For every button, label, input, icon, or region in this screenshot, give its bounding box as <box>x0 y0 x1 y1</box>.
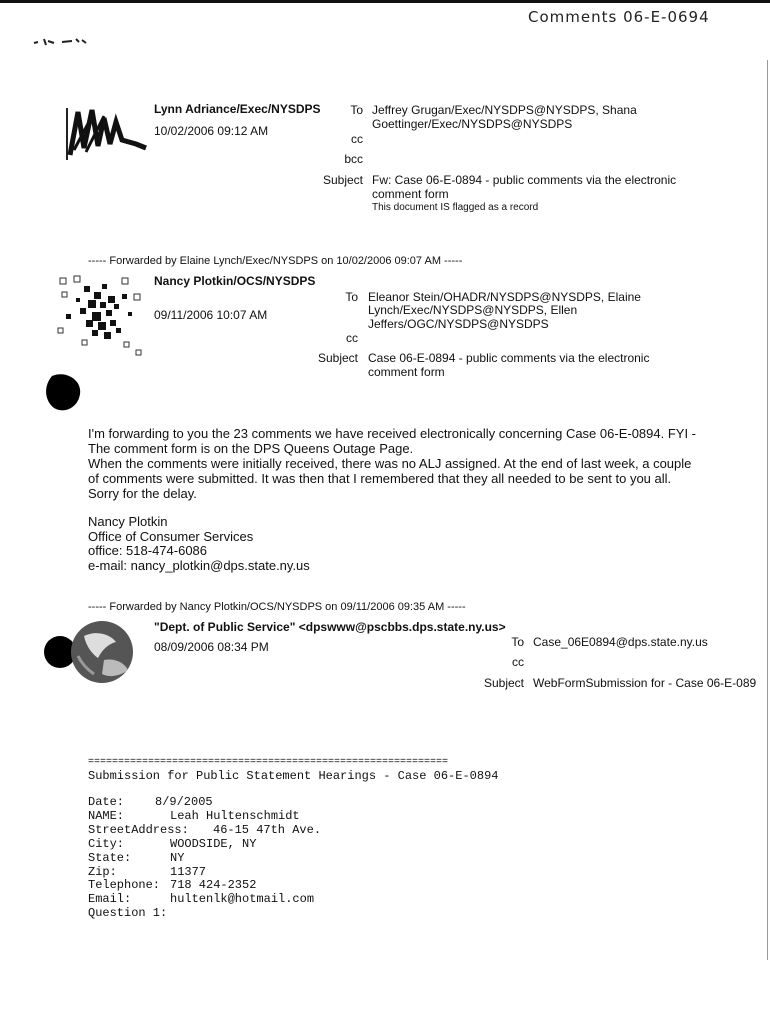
msg3-cc-label: cc <box>512 655 524 669</box>
msg2-subject-label: Subject <box>317 351 358 365</box>
msg1-subject-line1: Fw: Case 06-E-0894 - public comments via the electronic <box>372 173 677 187</box>
form-email-label: Email: <box>88 892 132 906</box>
msg1-bcc-label: bcc <box>344 152 363 166</box>
msg2-to-label: To <box>345 290 358 304</box>
msg1-to-label: To <box>350 103 363 117</box>
form-date-label: Date: <box>88 795 125 809</box>
scribble-mark <box>32 34 102 48</box>
msg1-to-line1: Jeffrey Grugan/Exec/NYSDPS@NYSDPS, Shana <box>372 103 637 117</box>
form-zip-label: Zip: <box>88 865 117 879</box>
msg2-cc-label: cc <box>346 331 358 345</box>
forward-line-2: ----- Forwarded by Nancy Plotkin/OCS/NYSDPS on 09/11/2006 09:35 AM ----- <box>88 601 466 613</box>
msg2-to-line2: Lynch/Exec/NYSDPS@NYSDPS, Ellen <box>368 303 578 317</box>
msg2-to-line1: Eleanor Stein/OHADR/NYSDPS@NYSDPS, Elaine <box>368 290 641 304</box>
form-name-label: NAME: <box>88 809 125 823</box>
signature-office: Office of Consumer Services <box>88 529 254 544</box>
msg3-subject: WebFormSubmission for - Case 06-E-089 <box>533 676 757 690</box>
body-line-3: When the comments were initially received, there was no ALJ assigned. At the end of last week, a couple <box>88 456 692 471</box>
forward-line-1: ----- Forwarded by Elaine Lynch/Exec/NYSDPS on 10/02/2006 09:07 AM ----- <box>88 255 463 267</box>
msg3-subject-label: Subject <box>483 676 524 690</box>
ink-blot <box>42 370 86 414</box>
msg2-to-line3: Jeffers/OGC/NYSDPS@NYSDPS <box>368 317 549 331</box>
msg3-date: 08/09/2006 08:34 PM <box>154 640 269 654</box>
pixel-avatar <box>52 272 152 358</box>
form-zip: 11377 <box>170 865 207 879</box>
msg1-subject-label: Subject <box>322 173 363 187</box>
msg3-from: "Dept. of Public Service" <dpswww@pscbbs.dps.state.ny.us> <box>154 620 506 634</box>
msg1-to-line2: Goettinger/Exec/NYSDPS@NYSDPS <box>372 117 573 131</box>
msg3-to-label: To <box>511 635 524 649</box>
globe-avatar <box>44 620 142 684</box>
form-phone-label: Telephone: <box>88 878 161 892</box>
msg2-subject-line2: comment form <box>368 365 445 379</box>
msg3-to: Case_06E0894@dps.state.ny.us <box>533 635 708 649</box>
form-question-label: Question 1: <box>88 906 168 920</box>
msg2-from: Nancy Plotkin/OCS/NYSDPS <box>154 274 316 288</box>
signature-phone: office: 518-474-6086 <box>88 543 208 558</box>
msg1-flag-note: This document IS flagged as a record <box>372 202 539 213</box>
msg1-from: Lynn Adriance/Exec/NYSDPS <box>154 102 321 116</box>
form-title: Submission for Public Statement Hearings - Case 06-E-0894 <box>88 769 499 783</box>
form-city-label: City: <box>88 837 125 851</box>
signature-email: e-mail: nancy_plotkin@dps.state.ny.us <box>88 558 310 573</box>
form-city: WOODSIDE, NY <box>170 837 257 851</box>
msg2-subject-line1: Case 06-E-0894 - public comments via the electronic <box>368 351 650 365</box>
msg1-subject-line2: comment form <box>372 187 449 201</box>
msg1-cc-label: cc <box>351 132 363 146</box>
msg2-date: 09/11/2006 10:07 AM <box>154 308 268 322</box>
form-street-label: StreetAddress: <box>88 823 189 837</box>
form-street: 46-15 47th Ave. <box>213 823 322 837</box>
body-line-2: The comment form is on the DPS Queens Outage Page. <box>88 441 414 456</box>
scan-edge <box>767 60 768 960</box>
body-line-1: I'm forwarding to you the 23 comments we have received electronically concerning Case 06-E-0894. FYI - <box>88 426 696 441</box>
body-line-4: of comments were submitted. It was then that I remembered that they all needed to be sent to you all. <box>88 471 672 486</box>
msg1-date: 10/02/2006 09:12 AM <box>154 124 269 138</box>
body-line-5: Sorry for the delay. <box>88 486 197 501</box>
form-rule: ============================================================ <box>88 757 449 768</box>
handwritten-header: Comments 06-E-0694 <box>528 8 710 26</box>
top-border <box>0 0 770 3</box>
form-email: hultenlk@hotmail.com <box>170 892 315 906</box>
signature-avatar <box>64 100 148 166</box>
form-state-label: State: <box>88 851 132 865</box>
form-phone: 718 424-2352 <box>170 878 257 892</box>
form-date: 8/9/2005 <box>155 795 213 809</box>
signature-name: Nancy Plotkin <box>88 514 168 529</box>
form-name: Leah Hultenschmidt <box>170 809 300 823</box>
form-state: NY <box>170 851 185 865</box>
